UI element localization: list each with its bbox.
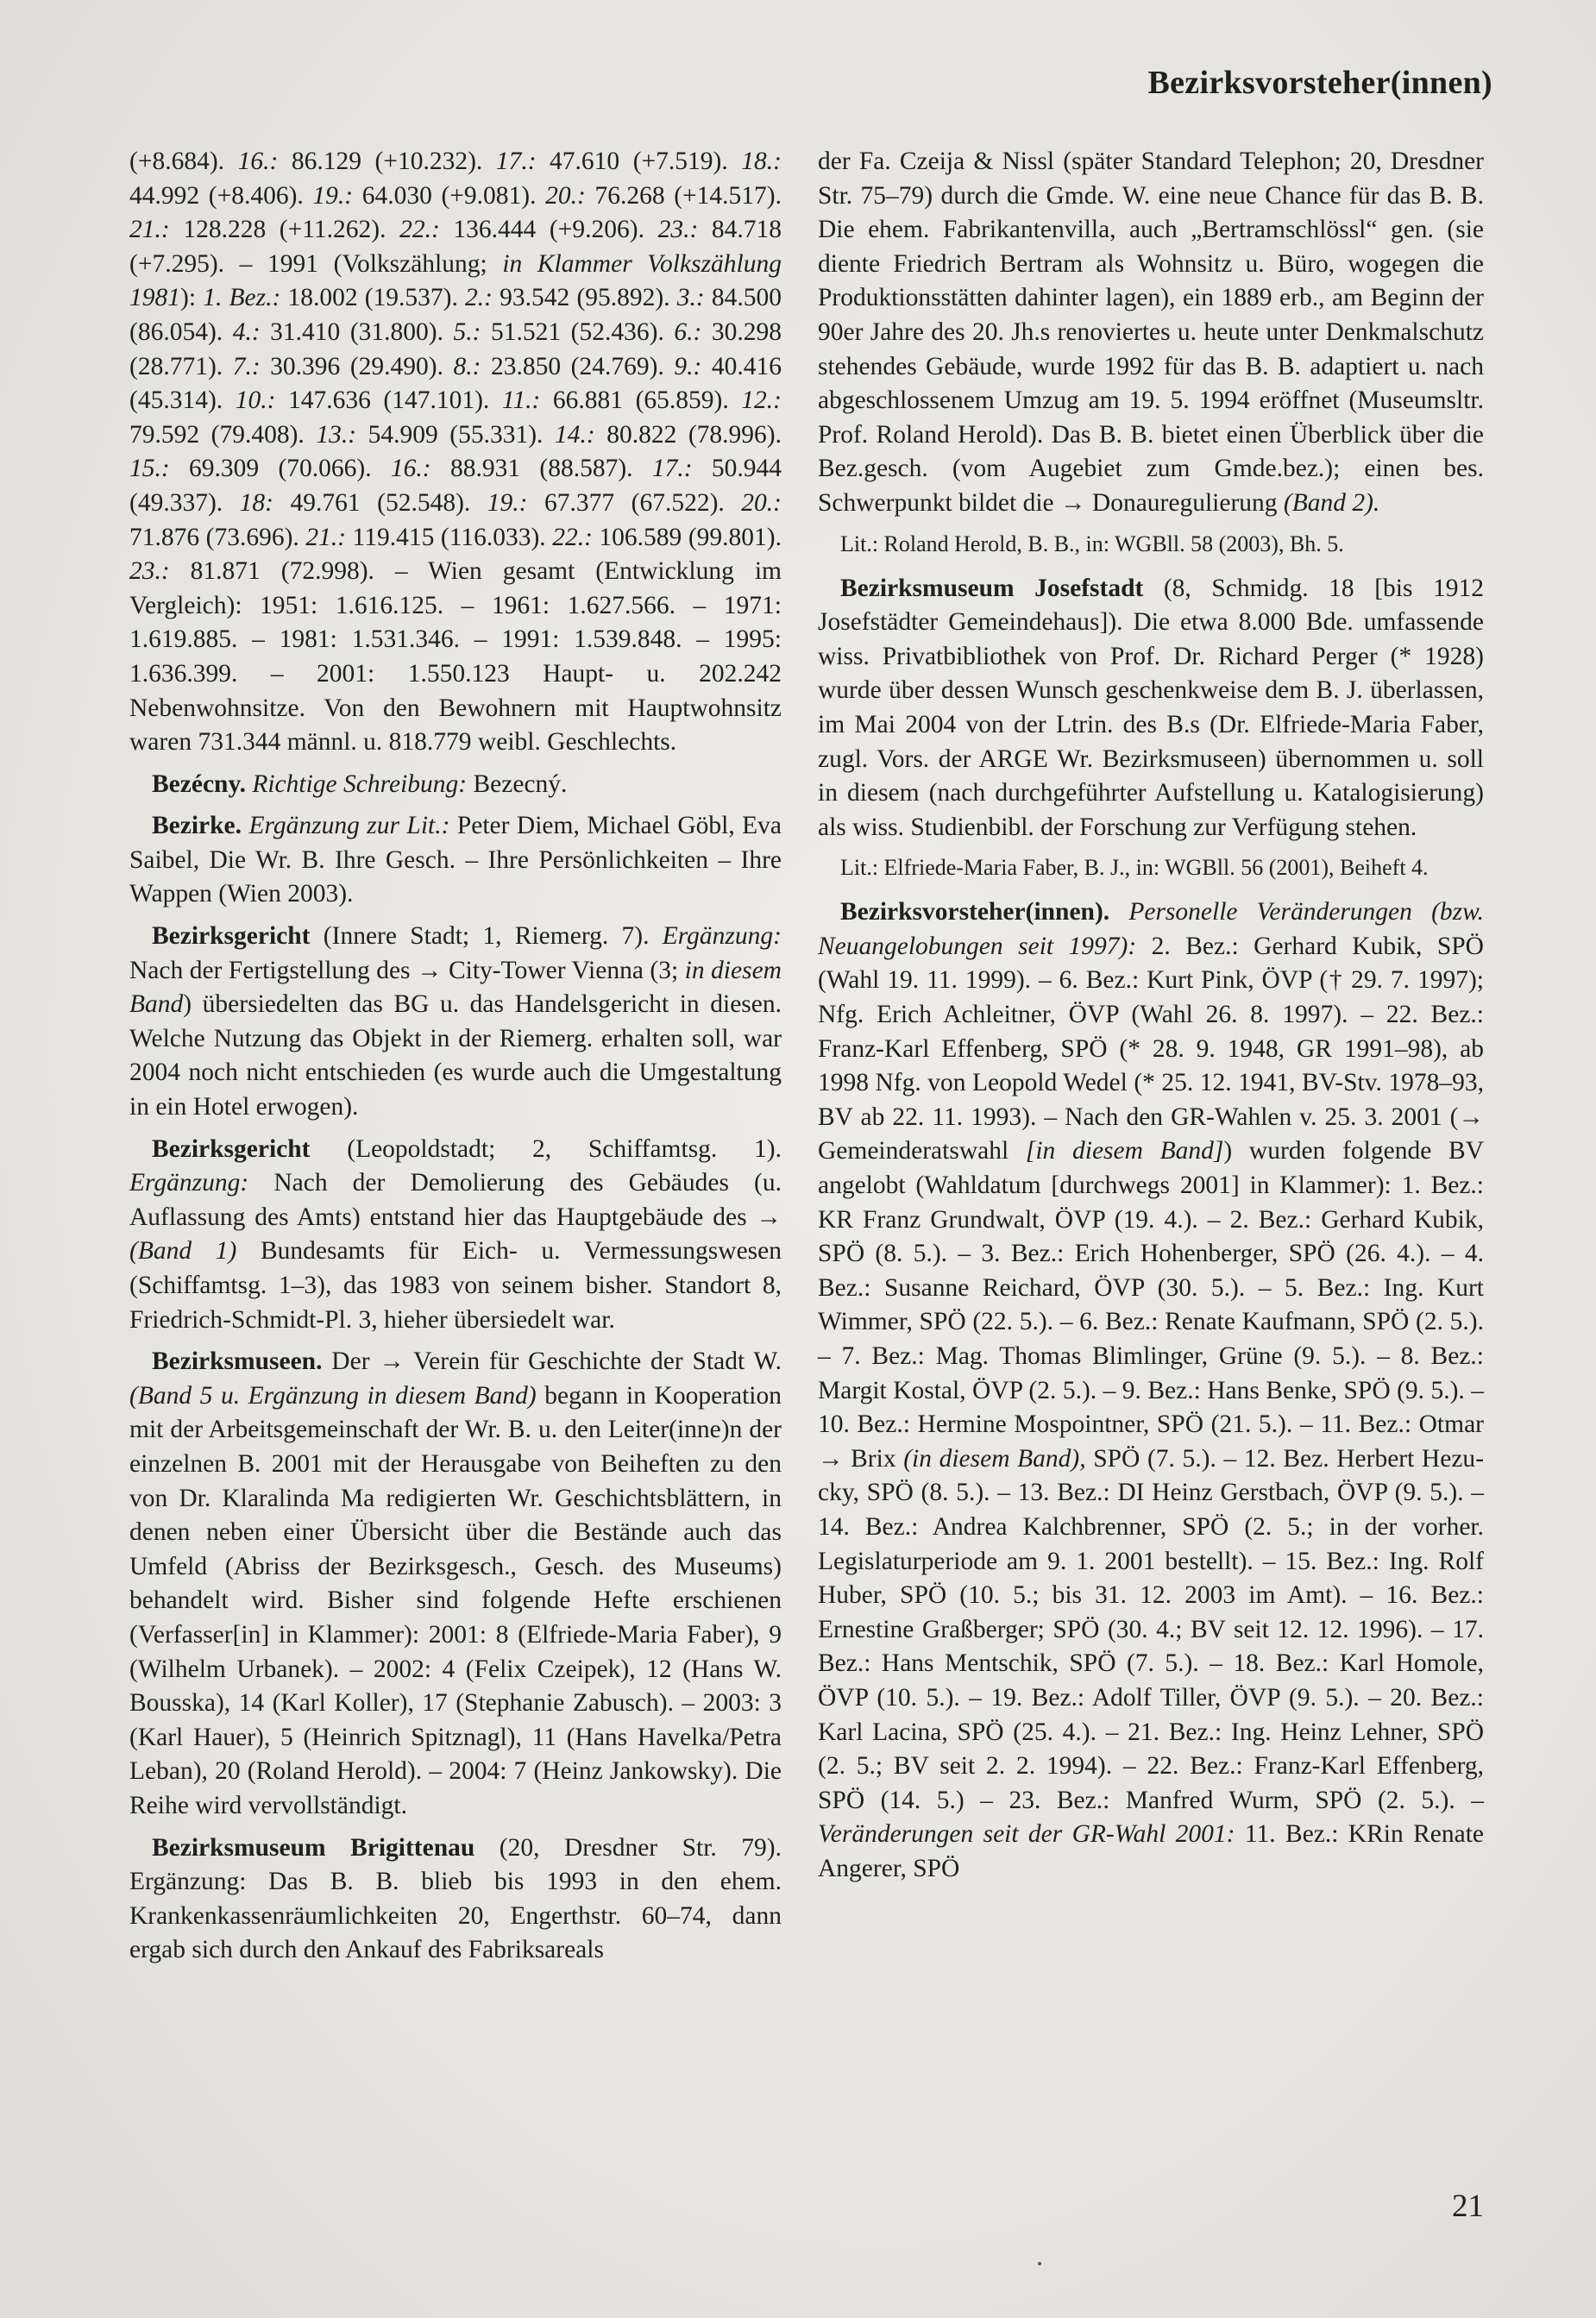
entry-bezirke: Bezirke. Ergänzung zur Lit.: Peter Diem, Michael Göbl, Eva Saibel, Die Wr. B. Ihre Gesch. – Ihre Persönlichkeiten – Ihre Wappen (Wien 2003). [129, 812, 782, 908]
entry-bezirksgericht-leopoldstadt: Bezirksgericht (Leopoldstadt; 2, Schiffamtsg. 1). Ergänzung: Nach der Demolierung des Gebäudes (u. Auflassung des Amts) entstand hier das Hauptgebäude des → (Band 1) Bundesamts für Eich- u. Vermessungswesen (Schiffamtsg. 1–3), das 1983 von seinem bisher. Standort 8, Friedrich-Schmidt-Pl. 3, hieher übersiedelt war. [129, 1134, 782, 1334]
headword: Bezirksvorsteher(innen). [840, 898, 1110, 927]
headword: Bezécny. [152, 770, 246, 798]
entry-bezecny: Bezécny. Richtige Schreibung: Bezecný. [152, 770, 568, 798]
right-column [818, 145, 1484, 1894]
headword: Bezirke. [152, 812, 242, 840]
literature-note: Lit.: Roland Herold, B. B., in: WGBll. 58 (2003), Bh. 5. [840, 531, 1344, 556]
entry-bezirksgericht-innere-stadt: Bezirksgericht (Innere Stadt; 1, Riemerg. 7). Ergänzung: Nach der Fertigstellung des → City-Tower Vienna (3; in diesem Band) übersiedelten das BG u. das Handelsgericht in diesen. Welche Nutzung das Objekt in der Riemerg. erhalten soll, war 2004 noch nicht entschieden (es wurde auch die Umgestaltung in ein Hotel erwogen). [129, 922, 782, 1121]
entry-bezirksmuseum-brigittenau-continued: der Fa. Czeija & Nissl (später Standard Telephon; 20, Dresdner Str. 75–79) durch die Gmde. W. eine neue Chance für das B. B. Die ehem. Fabrikantenvilla, auch „Bertramschlössl“ gen. (sie diente Friedrich Bertram als Wohnsitz u. Büro, wogegen die Produktionsstätten dahinter lagen), ein 1889 erb., am Beginn der 90er Jahre des 20. Jh.s renoviertes u. heute unter Denkmalschutz stehendes Gebäude, wurde 1992 für das B. B. adaptiert u. nach abgeschlossenem Umzug am 19. 5. 1994 eröffnet (Museumsltr. Prof. Roland Herold). Das B. B. bietet einen Überblick über die Bez.gesch. (vom Augebiet zum Gmde.bez.); einen bes. Schwerpunkt bildet die → Donauregulierung (Band 2). [818, 148, 1484, 517]
entry-bezirksvorsteher: Bezirksvorsteher(innen). Personelle Veränderungen (bzw. Neuangelobungen seit 1997): 2. Bez.: Gerhard Kubik, SPÖ (Wahl 19. 11. 1999). – 6. Bez.: Kurt Pink, ÖVP († 29. 7. 1997); Nfg. Erich Achleitner, ÖVP (Wahl 26. 8. 1997). – 22. Bez.: Franz-Karl Effenberg, SPÖ (* 28. 9. 1948, GR 1991–98), ab 1998 Nfg. von Leopold Wedel (* 25. 12. 1941, BV-Stv. 1978–93, BV ab 22. 11. 1993). – Nach den GR-Wahlen v. 25. 3. 2001 (→ Gemeinderatswahl [in diesem Band]) wurden folgende BV angelobt (Wahldatum [durchwegs 2001] in Klammer): 1. Bez.: KR Franz Grundwalt, ÖVP (19. 4.). – 2. Bez.: Gerhard Kubik, SPÖ (8. 5.). – 3. Bez.: Erich Hohenberger, SPÖ (26. 4.). – 4. Bez.: Susanne Reichard, ÖVP (30. 5.). – 5. Bez.: Ing. Kurt Wimmer, SPÖ (22. 5.). – 6. Bez.: Renate Kaufmann, SPÖ (2. 5.). – 7. Bez.: Mag. Thomas Blimlinger, Grüne (9. 5.). – 8. Bez.: Margit Kostal, ÖVP (2. 5.). – 9. Bez.: Hans Benke, SPÖ (9. 5.). – 10. Bez.: Hermine Mospointner, SPÖ (21. 5.). – 11. Bez.: Otmar → Brix (in diesem Band), SPÖ (7. 5.). – 12. Bez. Herbert Hezucky, SPÖ (8. 5.). – 13. Bez.: DI Heinz Gerstbach, ÖVP (9. 5.). – 14. Bez.: Andrea Kalchbrenner, SPÖ (2. 5.; in der vorher. Legislaturperiode am 9. 1. 2001 bestellt). – 15. Bez.: Ing. Rolf Huber, SPÖ (10. 5.; bis 31. 12. 2003 im Amt). – 16. Bez.: Ernestine Graßberger; SPÖ (30. 4.; BV seit 12. 12. 1996). – 17. Bez.: Hans Mentschik, SPÖ (7. 5.). – 18. Bez.: Karl Homole, ÖVP (10. 5.). – 19. Bez.: Adolf Tiller, ÖVP (9. 5.). – 20. Bez.: Karl Lacina, SPÖ (25. 4.). – 21. Bez.: Ing. Heinz Lehner, SPÖ (2. 5.; BV seit 2. 2. 1994). – 22. Bez.: Franz-Karl Effenberg, SPÖ (14. 5.) – 23. Bez.: Manfred Wurm, SPÖ (2. 5.). – Veränderungen seit der GR-Wahl 2001: 11. Bez.: KRin Renate Angerer, SPÖ [818, 898, 1485, 1882]
headword: Bezirksmuseen. [152, 1347, 323, 1376]
left-column [129, 145, 782, 1976]
entry-bezirksmuseum-josefstadt: Bezirksmuseum Josefstadt (8, Schmidg. 18 [bis 1912 Josefstädter Gemeindehaus]). Die etwa 8.000 Bde. umfassende wiss. Privatbibliothek von Prof. Dr. Richard Perger (* 1928) wurde über dessen Wunsch geschenkweise dem B. J. überlassen, im Mai 2004 von der Ltrin. des B.s (Dr. Elfriede-Maria Faber, zugl. Vors. der ARGE Wr. Bezirksmuseen) übernommen u. soll in diesem (nach durchgeführter Aufstellung u. Katalogisierung) als wiss. Studienbibl. der Forschung zur Verfügung stehen. [818, 574, 1484, 841]
headword: Bezirksgericht [152, 1134, 311, 1163]
running-head: Bezirksvorsteher(innen) [1147, 65, 1492, 101]
literature-note: Lit.: Elfriede-Maria Faber, B. J., in: WGBll. 56 (2001), Beiheft 4. [840, 855, 1429, 881]
headword: Bezirksmuseum Josefstadt [840, 574, 1144, 602]
headword: Bezirksmuseum Brigittenau [152, 1833, 475, 1862]
print-speck [1038, 2262, 1041, 2265]
entry-bezirksmuseum-brigittenau: Bezirksmuseum Brigittenau (20, Dresdner Str. 79). Ergänzung: Das B. B. blieb bis 1993 in den ehem. Krankenkassenräumlichkeiten 20, Engerthstr. 60–74, dann ergab sich durch den Ankauf des Fabriksareals [129, 1833, 782, 1964]
headword: Bezirksgericht [152, 922, 311, 951]
page-number: 21 [1452, 2189, 1484, 2224]
entry-bezirksmuseen: Bezirksmuseen. Der → Verein für Geschichte der Stadt W. (Band 5 u. Ergänzung in diesem Band) begann in Kooperation mit der Arbeitsgemeinschaft der Wr. B. u. den Leiter(inne)n der einzelnen B. 2001 mit der Herausgabe von Beiheften zu den von Dr. Klaralinda Ma redigierten Wr. Geschichtsblättern, in denen neben einer Übersicht über die Bestände auch das Umfeld (Abriss der Bezirksgesch., Gesch. des Museums) behandelt wird. Bisher sind folgende Hefte erschienen (Verfasser[in] in Klammer): 2001: 8 (Elfriede-Maria Faber), 9 (Wilhelm Urbanek). – 2002: 4 (Felix Czeipek), 12 (Hans W. Bousska), 14 (Karl Koller), 17 (Stephanie Zabusch). – 2003: 3 (Karl Hauer), 5 (Heinrich Spitznagl), 11 (Hans Havelka/Petra Leban), 20 (Roland Herold). – 2004: 7 (Heinz Jankowsky). Die Reihe wird vervollständigt. [129, 1347, 782, 1819]
population-statistics-paragraph: (+8.684). 16.: 86.129 (+10.232). 17.: 47.610 (+7.519). 18.: 44.992 (+8.406). 19.: 64.030 (+9.081). 20.: 76.268 (+14.517). 21.: 128.228 (+11.262). 22.: 136.444 (+9.206). 23.: 84.718 (+7.295). – 1991 (Volkszählung; in Klammer Volkszählung 1981): 1. Bez.: 18.002 (19.537). 2.: 93.542 (95.892). 3.: 84.500 (86.054). 4.: 31.410 (31.800). 5.: 51.521 (52.436). 6.: 30.298 (28.771). 7.: 30.396 (29.490). 8.: 23.850 (24.769). 9.: 40.416 (45.314). 10.: 147.636 (147.101). 11.: 66.881 (65.859). 12.: 79.592 (79.408). 13.: 54.909 (55.331). 14.: 80.822 (78.996). 15.: 69.309 (70.066). 16.: 88.931 (88.587). 17.: 50.944 (49.337). 18: 49.761 (52.548). 19.: 67.377 (67.522). 20.: 71.876 (73.696). 21.: 119.415 (116.033). 22.: 106.589 (99.801). 23.: 81.871 (72.998). – Wien gesamt (Entwicklung im Vergleich): 1951: 1.616.125. – 1961: 1.627.566. – 1971: 1.619.885. – 1981: 1.531.346. – 1991: 1.539.848. – 1995: 1.636.399. – 2001: 1.550.123 Haupt- u. 202.242 Nebenwohnsitze. Von den Bewohnern mit Hauptwohnsitz waren 731.344 männl. u. 818.779 weibl. Geschlechts. [129, 148, 782, 757]
